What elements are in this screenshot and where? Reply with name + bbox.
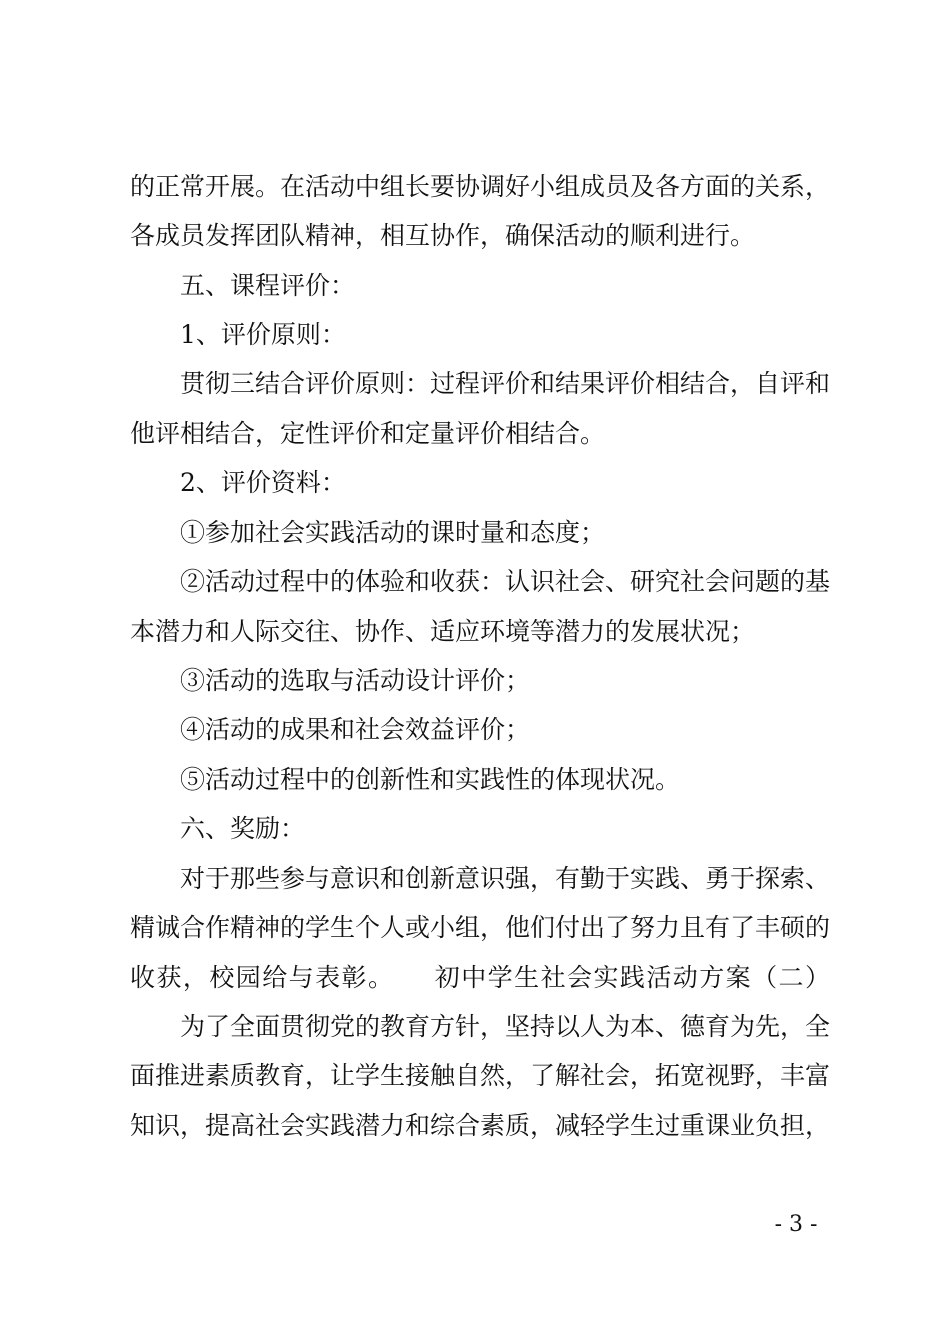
subsection-heading: 1、评价原则： [180, 320, 346, 349]
body-text-line: 的正常开展。在活动中组长要协调好小组成员及各方面的关系， [130, 172, 830, 201]
section-heading: 六、奖励： [180, 814, 306, 843]
body-text-line: 各成员发挥团队精神，相互协作，确保活动的顺利进行。 [130, 221, 756, 250]
list-item: ⑤活动过程中的创新性和实践性的体现状况。 [180, 765, 681, 794]
body-text-line: 他评相结合，定性评价和定量评价相结合。 [130, 419, 606, 448]
body-text-line: 对于那些参与意识和创新意识强，有勤于实践、勇于探索、 [180, 864, 830, 893]
list-item: ③活动的选取与活动设计评价； [180, 666, 531, 695]
list-item: ④活动的成果和社会效益评价； [180, 715, 531, 744]
list-item: ①参加社会实践活动的课时量和态度； [180, 518, 606, 547]
list-item: ②活动过程中的体验和收获：认识社会、研究社会问题的基 [180, 567, 830, 596]
subsection-heading: 2、评价资料： [180, 468, 346, 497]
page-number: - 3 - [774, 1212, 818, 1237]
body-text-line: 面推进素质教育，让学生接触自然，了解社会，拓宽视野，丰富 [130, 1061, 830, 1090]
body-text-line: 贯彻三结合评价原则：过程评价和结果评价相结合，自评和 [180, 369, 830, 398]
section-heading: 五、课程评价： [180, 271, 356, 300]
body-text-line: 精诚合作精神的学生个人或小组，他们付出了努力且有了丰硕的 [130, 913, 830, 942]
body-text-line: 为了全面贯彻党的教育方针，坚持以人为本、德育为先，全 [180, 1012, 830, 1041]
body-text-line: 知识，提高社会实践潜力和综合素质，减轻学生过重课业负担， [130, 1111, 830, 1140]
body-text-line: 本潜力和人际交往、协作、适应环境等潜力的发展状况； [130, 617, 756, 646]
body-text-line: 收获，校园给与表彰。 初中学生社会实践活动方案（二） [130, 963, 830, 992]
